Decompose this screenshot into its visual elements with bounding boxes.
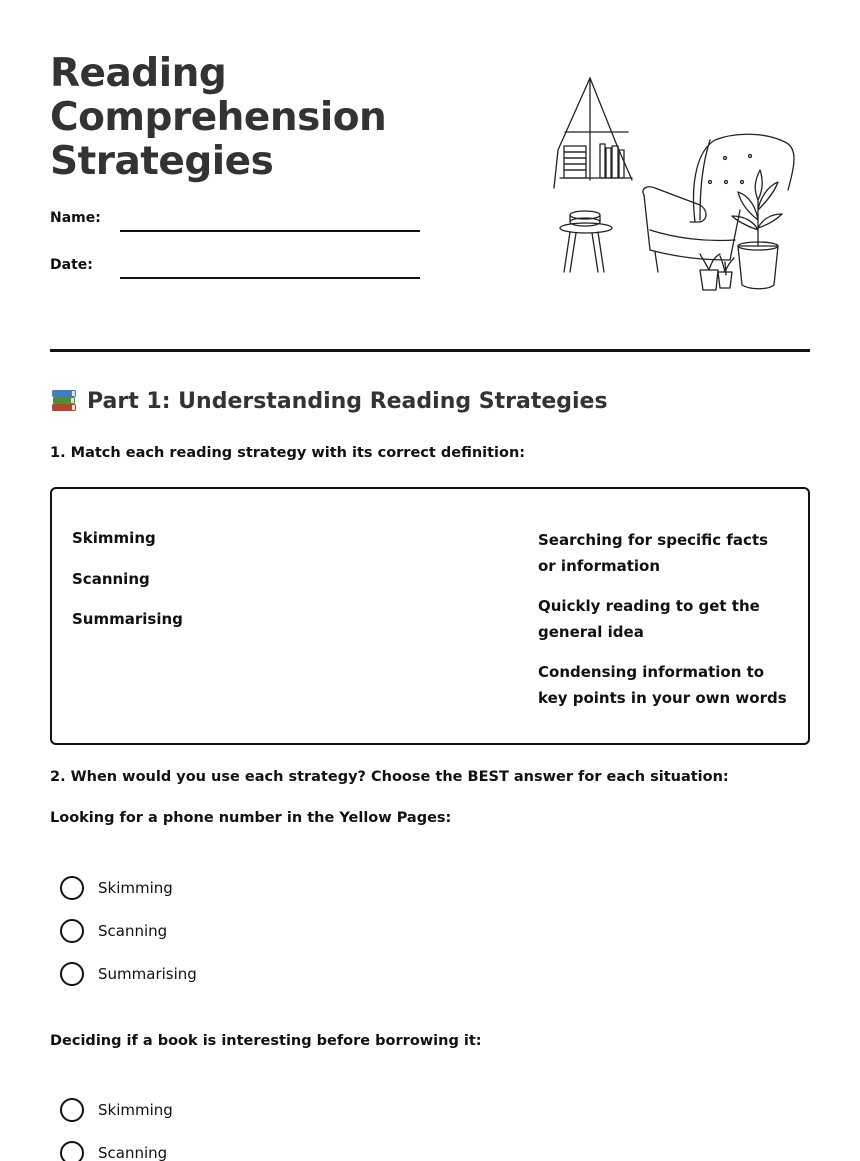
option-scanning[interactable] bbox=[60, 918, 167, 944]
match-terms bbox=[72, 529, 183, 651]
option-label: Scanning bbox=[98, 922, 168, 940]
option-label: Skimming bbox=[98, 1101, 173, 1119]
matching-box bbox=[50, 487, 810, 745]
radio-button[interactable] bbox=[60, 1141, 84, 1161]
name-label: Name: bbox=[50, 210, 101, 226]
title-line-1: Reading bbox=[50, 51, 227, 96]
situation-prompt: Looking for a phone number in the Yellow Pages: bbox=[50, 810, 452, 826]
name-line[interactable] bbox=[120, 230, 420, 232]
radio-button[interactable] bbox=[60, 919, 84, 943]
reading-nook-illustration bbox=[540, 70, 810, 300]
option-label: Scanning bbox=[98, 1144, 168, 1161]
books-icon bbox=[50, 388, 78, 414]
match-term[interactable]: Skimming bbox=[72, 529, 156, 547]
worksheet-title bbox=[50, 52, 470, 184]
option-skimming[interactable] bbox=[60, 1097, 173, 1123]
situation-prompt: Deciding if a book is interesting before borrowing it: bbox=[50, 1033, 482, 1049]
match-term[interactable]: Scanning bbox=[72, 569, 150, 588]
option-scanning[interactable] bbox=[60, 1140, 167, 1161]
match-definition[interactable]: Searching for specific facts or information bbox=[538, 531, 769, 575]
radio-button[interactable] bbox=[60, 962, 84, 986]
option-label: Skimming bbox=[98, 879, 173, 897]
section-title bbox=[50, 388, 608, 414]
header-divider bbox=[50, 349, 810, 352]
title-line-3: Strategies bbox=[50, 139, 274, 184]
section-title-text: Part 1: Understanding Reading Strategies bbox=[87, 388, 608, 414]
question-2: 2. When would you use each strategy? Choose the BEST answer for each situation: bbox=[50, 769, 729, 785]
title-line-2: Comprehension bbox=[50, 95, 387, 140]
option-summarising[interactable] bbox=[60, 961, 197, 987]
radio-button[interactable] bbox=[60, 1098, 84, 1122]
option-label: Summarising bbox=[98, 965, 197, 983]
option-skimming[interactable] bbox=[60, 875, 173, 901]
date-label: Date: bbox=[50, 257, 93, 273]
match-term[interactable]: Summarising bbox=[72, 610, 183, 628]
name-field[interactable] bbox=[50, 210, 430, 240]
match-definition[interactable]: Condensing information to key points in your own words bbox=[538, 663, 787, 707]
date-line[interactable] bbox=[120, 277, 420, 279]
question-1: 1. Match each reading strategy with its correct definition: bbox=[50, 445, 526, 461]
match-definition[interactable]: Quickly reading to get the general idea bbox=[538, 597, 760, 641]
match-definitions bbox=[538, 527, 788, 725]
date-field[interactable] bbox=[50, 257, 430, 287]
radio-button[interactable] bbox=[60, 876, 84, 900]
